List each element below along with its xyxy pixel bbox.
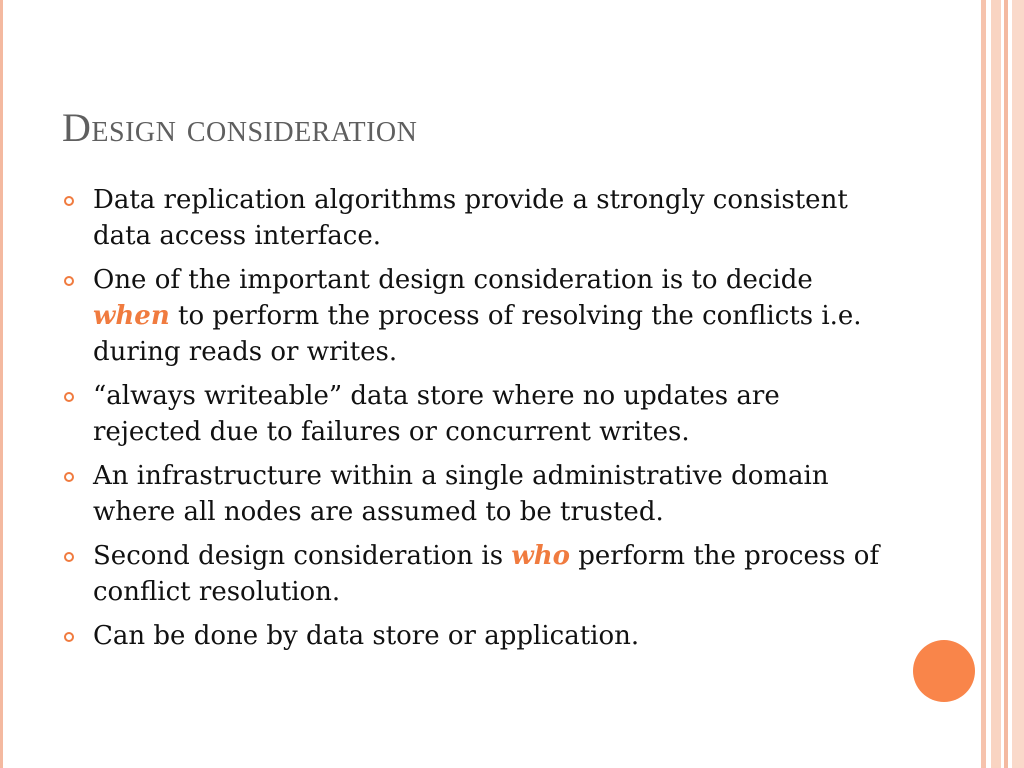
right-decorative-stripe <box>981 0 986 768</box>
bullet-text-after: perform the process of conflict resolution. <box>93 541 880 607</box>
bullet-text: “always writeable” data store where no updates are rejected due to failures or concurrent writes. <box>93 381 780 447</box>
bullet-item <box>62 262 892 370</box>
slide-title: Design consideration <box>62 105 418 150</box>
bullet-circle-icon <box>64 472 74 482</box>
bullet-circle-icon <box>64 276 74 286</box>
bullet-text: Can be done by data store or application. <box>93 621 640 651</box>
bullet-item <box>62 182 892 254</box>
bullet-text: Data replication algorithms provide a strongly consistent data access interface. <box>93 185 848 251</box>
right-decorative-stripe <box>1004 0 1008 768</box>
bullet-item <box>62 538 892 610</box>
slide-left-border <box>0 0 3 768</box>
bullet-item <box>62 618 892 654</box>
bullet-text-after: to perform the process of resolving the conflicts i.e. during reads or writes. <box>93 301 862 367</box>
right-decorative-stripe <box>1012 0 1024 768</box>
bullet-item <box>62 378 892 450</box>
bullet-circle-icon <box>64 392 74 402</box>
bullet-emphasis: when <box>93 301 170 331</box>
bullet-item <box>62 458 892 530</box>
bullet-list <box>62 182 892 662</box>
bullet-text: An infrastructure within a single administrative domain where all nodes are assumed to be trusted. <box>93 461 829 527</box>
bullet-circle-icon <box>64 552 74 562</box>
bullet-text-before: One of the important design consideration is to decide <box>93 265 813 295</box>
bullet-circle-icon <box>64 632 74 642</box>
bullet-emphasis: who <box>511 541 570 571</box>
bullet-circle-icon <box>64 196 74 206</box>
decorative-accent-circle <box>913 640 975 702</box>
bullet-text-before: Second design consideration is <box>93 541 512 571</box>
right-decorative-stripe <box>991 0 1001 768</box>
